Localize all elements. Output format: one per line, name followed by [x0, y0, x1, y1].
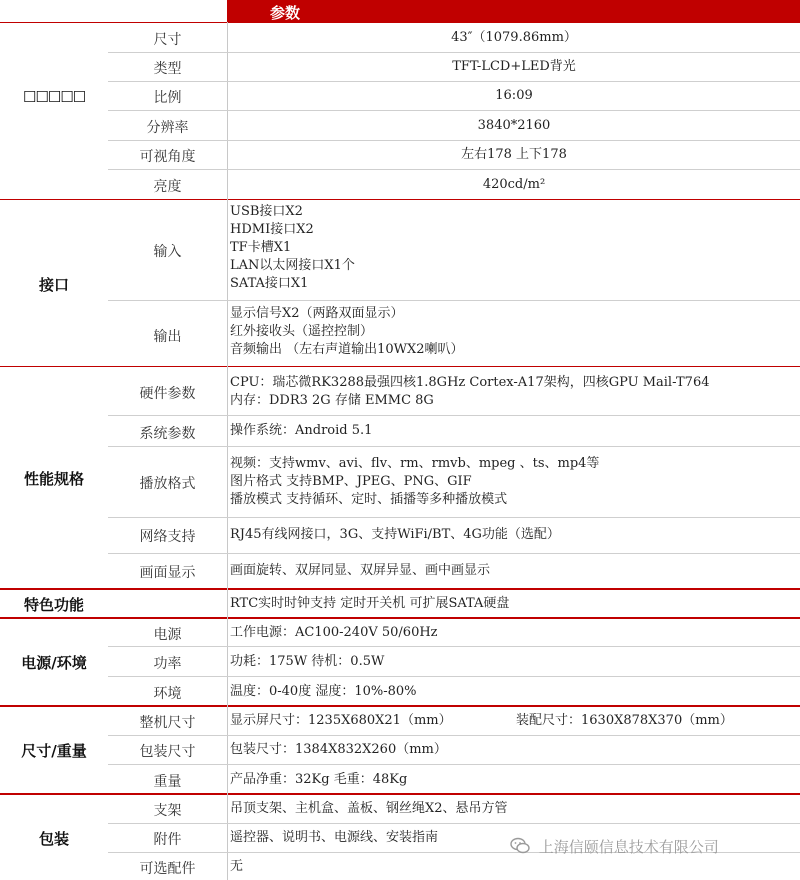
accessories-line: 遥控器、说明书、电源线、安装指南 [230, 830, 439, 845]
row-value-network [230, 526, 560, 544]
section-divider [0, 705, 800, 707]
category-packaging: 包装 [38, 830, 69, 848]
row-label-accessories: 附件 [153, 832, 182, 848]
section-divider [0, 793, 800, 795]
section-divider [0, 366, 800, 367]
input-line: LAN以太网接口X1个 [230, 258, 355, 273]
playback-line: 图片格式 支持BMP、JPEG、PNG、GIF [230, 474, 472, 489]
row-value-power-supply [230, 624, 438, 642]
row-line [108, 553, 800, 554]
row-value-system [230, 422, 372, 440]
row-label-hardware: 硬件参数 [139, 386, 196, 402]
row-line [108, 517, 800, 518]
row-value-resolution: 3840*2160 [477, 118, 551, 133]
row-line [108, 415, 800, 416]
row-line [108, 646, 800, 647]
row-line [108, 110, 800, 111]
params-header-label: 参数 [270, 4, 301, 22]
row-label-environment: 环境 [153, 686, 182, 702]
section-divider [0, 617, 800, 619]
hardware-line: 内存：DDR3 2G 存储 EMMC 8G [230, 393, 434, 408]
row-label-power-supply: 电源 [153, 627, 182, 643]
row-label-ratio: 比例 [153, 90, 182, 106]
row-label-input: 输入 [153, 244, 182, 260]
row-label-display-modes: 画面显示 [139, 565, 196, 581]
hardware-line: CPU：瑞芯微RK3288最强四核1.8GHz Cortex-A17架构，四核GPU Mail-T764 [230, 375, 710, 390]
row-value-package-size [230, 741, 447, 759]
input-line: HDMI接口X2 [230, 222, 314, 237]
row-line [108, 140, 800, 141]
row-value-weight [230, 771, 407, 789]
network-line: RJ45有线网接口，3G、支持WiFi/BT、4G功能（选配） [230, 527, 560, 542]
row-value-type: TFT-LCD+LED背光 [452, 59, 576, 74]
section-divider [0, 199, 800, 200]
row-line [108, 823, 800, 824]
section-divider [0, 588, 800, 590]
row-label-weight: 重量 [153, 774, 182, 790]
row-value-hardware [230, 374, 710, 410]
row-label-viewing-angle: 可视角度 [139, 149, 196, 165]
features-line: RTC实时时钟支持 定时开关机 可扩展SATA硬盘 [230, 596, 510, 611]
category-power-environment: 电源/环境 [21, 654, 87, 672]
row-label-brightness: 亮度 [153, 179, 182, 195]
row-value-display-modes [230, 562, 490, 580]
playback-line: 播放模式 支持循环、定时、插播等多种播放模式 [230, 492, 508, 507]
playback-line: 视频：支持wmv、avi、flv、rm、rmvb、mpeg 、ts、mp4等 [230, 456, 600, 471]
category-features: 特色功能 [23, 596, 84, 614]
output-line: 显示信号X2（两路双面显示） [230, 306, 404, 321]
row-value-input [230, 203, 355, 293]
system-line: 操作系统：Android 5.1 [230, 423, 373, 438]
row-line [108, 300, 800, 301]
row-value-assembly-size: 装配尺寸：1630X878X370（mm） [516, 713, 733, 728]
row-label-playback: 播放格式 [139, 476, 196, 492]
input-line: SATA接口X1 [230, 276, 309, 291]
optional-parts-line: 无 [230, 859, 244, 874]
row-label-optional-parts: 可选配件 [139, 861, 196, 877]
output-line: 红外接收头（遥控控制） [230, 324, 374, 339]
row-line [108, 735, 800, 736]
package-size-line: 包装尺寸：1384X832X260（mm） [230, 742, 447, 757]
params-header-bar [227, 0, 800, 22]
row-value-power-consumption [230, 653, 384, 671]
row-label-package-size: 包装尺寸 [139, 744, 196, 760]
row-line [108, 446, 800, 447]
row-line [108, 676, 800, 677]
wechat-icon [510, 837, 530, 859]
row-label-size: 尺寸 [153, 32, 182, 48]
category-interfaces: 接口 [38, 276, 69, 294]
category-performance: 性能规格 [23, 470, 84, 488]
row-line [108, 764, 800, 765]
row-value-features [230, 595, 509, 613]
category-display: ☐☐☐☐☐ [22, 88, 86, 106]
power-consumption-line: 功耗：175W 待机：0.5W [230, 654, 385, 669]
output-line: 音频输出 （左右声道输出10WX2喇叭） [230, 342, 464, 357]
bracket-line: 吊顶支架、主机盒、盖板、钢丝绳X2、悬吊方管 [230, 801, 508, 816]
row-value-playback [230, 455, 599, 509]
power-supply-line: 工作电源：AC100-240V 50/60Hz [230, 625, 438, 640]
row-label-power-consumption: 功率 [153, 656, 182, 672]
row-label-system: 系统参数 [139, 426, 196, 442]
row-value-viewing-angle: 左右178 上下178 [461, 147, 567, 162]
row-value-bracket [230, 800, 508, 818]
input-line: TF卡槽X1 [230, 240, 292, 255]
row-label-network: 网络支持 [139, 529, 196, 545]
row-value-ratio: 16:09 [495, 88, 533, 103]
display-modes-line: 画面旋转、双屏同显、双屏异显、画中画显示 [230, 563, 491, 578]
row-value-brightness: 420cd/m² [482, 177, 546, 192]
row-value-accessories [230, 829, 438, 847]
row-label-unit-size: 整机尺寸 [139, 715, 196, 731]
environment-line: 温度：0-40度 湿度：10%-80% [230, 684, 417, 699]
row-label-output: 输出 [153, 329, 182, 345]
row-label-resolution: 分辨率 [146, 120, 189, 136]
row-label-bracket: 支架 [153, 803, 182, 819]
input-line: USB接口X2 [230, 204, 303, 219]
category-dimensions-weight: 尺寸/重量 [21, 742, 87, 760]
watermark-text: 上海信颐信息技术有限公司 [538, 838, 719, 856]
weight-line: 产品净重：32Kg 毛重：48Kg [230, 772, 408, 787]
row-value-output [230, 305, 464, 359]
row-line [108, 81, 800, 82]
row-label-type: 类型 [153, 61, 182, 77]
row-value-optional-parts [230, 858, 243, 876]
company-watermark [510, 836, 719, 859]
row-value-size: 43″（1079.86mm） [451, 30, 577, 45]
row-value-screen-size: 显示屏尺寸：1235X680X21（mm） [230, 713, 452, 728]
row-line [108, 52, 800, 53]
section-divider [0, 22, 800, 23]
row-value-environment [230, 683, 417, 701]
row-line [108, 169, 800, 170]
